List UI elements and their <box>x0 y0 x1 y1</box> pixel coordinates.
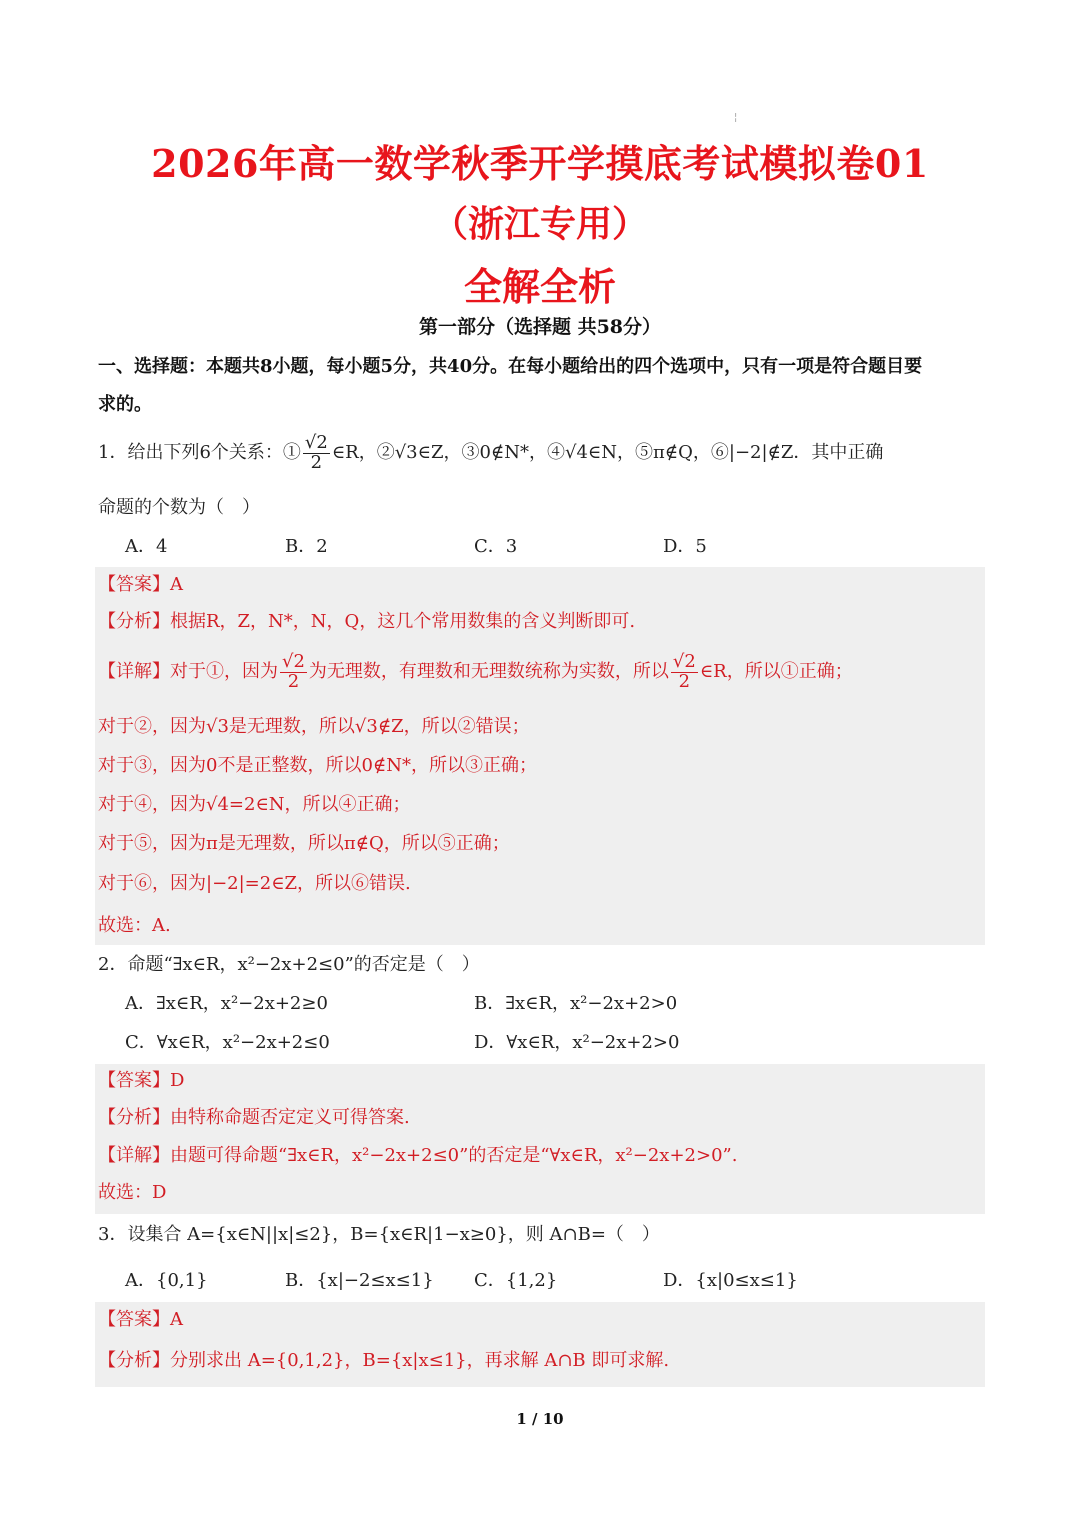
q1-stem <box>98 428 883 478</box>
q1-detail-fraction-1-den: 2 <box>287 670 300 692</box>
q1-detail-line: 对于③，因为0不是正整数，所以0∉N*，所以③正确； <box>98 755 537 776</box>
q1-stem-start: 1．给出下列6个关系：① <box>98 442 301 463</box>
q3-option-c: C．{1,2} <box>474 1270 558 1291</box>
exam-heading: 全解全析 <box>463 265 616 309</box>
q1-detail-line: 对于⑤，因为π是无理数，所以π∉Q，所以⑤正确； <box>98 833 510 854</box>
q2-detail: 【详解】由题可得命题“∃x∈R，x²−2x+2≤0”的否定是“∀x∈R，x²−2x+2>0”. <box>98 1145 738 1166</box>
instructions-line-2: 求的。 <box>98 394 152 415</box>
q1-fraction <box>303 431 330 473</box>
q2-solution-box <box>95 1064 985 1214</box>
exam-subtitle: （浙江专用） <box>431 203 648 245</box>
q1-fraction-num: √2 <box>304 431 328 453</box>
q2-choose: 故选：D <box>98 1182 167 1203</box>
q2-option-c: C．∀x∈R，x²−2x+2≤0 <box>125 1032 330 1053</box>
q1-option-d: D．5 <box>663 536 707 557</box>
q1-stem-cont: 命题的个数为（ ） <box>98 497 260 518</box>
q1-analysis: 【分析】根据R，Z，N*，N，Q，这几个常用数集的含义判断即可. <box>98 611 636 632</box>
q1-option-a: A．4 <box>125 536 168 557</box>
q1-answer: 【答案】A <box>98 574 183 595</box>
q3-option-b: B．{x|−2≤x≤1} <box>285 1270 434 1291</box>
q3-stem: 3．设集合 A={x∈N||x|≤2}，B={x∈R|1−x≥0}，则 A∩B=（ ） <box>98 1224 660 1245</box>
q1-detail-fraction-1 <box>280 650 307 692</box>
q3-option-d: D．{x|0≤x≤1} <box>663 1270 798 1291</box>
q1-fraction-den: 2 <box>310 451 323 473</box>
q2-answer: 【答案】D <box>98 1070 185 1091</box>
q1-option-c: C．3 <box>474 536 518 557</box>
q2-stem: 2．命题“∃x∈R，x²−2x+2≤0”的否定是（ ） <box>98 954 480 975</box>
q1-detail-line: 对于⑥，因为|−2|=2∈Z，所以⑥错误. <box>98 873 411 894</box>
q1-option-b: B．2 <box>285 536 328 557</box>
q2-option-b: B．∃x∈R，x²−2x+2>0 <box>474 993 678 1014</box>
q1-detail-fraction-2-num: √2 <box>672 650 696 672</box>
q1-detail-end: ∈R，所以①正确； <box>699 661 853 682</box>
q1-choose: 故选：A. <box>98 915 171 936</box>
section-heading: 第一部分（选择题 共58分） <box>418 316 662 338</box>
q2-option-a: A．∃x∈R，x²−2x+2≥0 <box>125 993 328 1014</box>
page-number: 1 / 10 <box>516 1410 564 1428</box>
q1-detail-middle: 为无理数，有理数和无理数统称为实数，所以 <box>308 661 669 682</box>
q1-detail-fraction-2-den: 2 <box>678 670 691 692</box>
q1-solution-box <box>95 567 985 945</box>
q1-detail <box>98 647 853 697</box>
instructions-line-1: 一、选择题：本题共8小题，每小题5分，共40分。在每小题给出的四个选项中，只有一项是符合题目要 <box>98 356 923 377</box>
q3-solution-box <box>95 1302 985 1387</box>
q3-option-a: A．{0,1} <box>125 1270 208 1291</box>
q2-option-d: D．∀x∈R，x²−2x+2>0 <box>474 1032 680 1053</box>
q1-detail-line: 对于④，因为√4=2∈N，所以④正确； <box>98 794 411 815</box>
q1-stem-rest: ∈R，②√3∈Z，③0∉N*，④√4∈N，⑤π∉Q，⑥|−2|∉Z．其中正确 <box>331 442 884 463</box>
q3-analysis: 【分析】分别求出 A={0,1,2}，B={x|x≤1}，再求解 A∩B 即可求解. <box>98 1350 670 1371</box>
q1-detail-line: 对于②，因为√3是无理数，所以√3∉Z，所以②错误； <box>98 716 530 737</box>
exam-title: 2026年高一数学秋季开学摸底考试模拟卷01 <box>151 141 929 186</box>
margin-mark: ¦ <box>734 112 738 123</box>
q2-analysis: 【分析】由特称命题否定定义可得答案. <box>98 1107 410 1128</box>
q1-detail-fraction-2 <box>671 650 698 692</box>
q1-detail-start: 【详解】对于①，因为 <box>98 661 278 682</box>
q3-answer: 【答案】A <box>98 1309 183 1330</box>
q1-detail-fraction-1-num: √2 <box>282 650 305 672</box>
